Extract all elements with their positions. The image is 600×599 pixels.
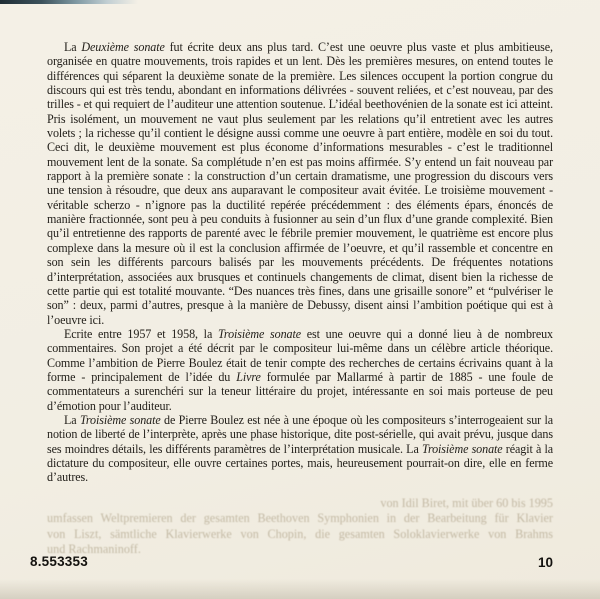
text-run: Ecrite entre 1957 et 1958, la xyxy=(64,326,218,341)
paragraph xyxy=(47,413,553,485)
bleed-through-line: und Rachmaninoff. xyxy=(47,541,141,556)
text-run: est une oeuvre qui a donné lieu à de nombreux commentaires. Son projet a été décrit par le compositeur lui-même dans un célèbre article théorique. Comme l’ambition de Pierre Boulez était de tenir compte des recherches de certains écrivains quant à la forme - principalement de l’idée du xyxy=(47,326,553,384)
text-run: fut écrite deux ans plus tard. C’est une oeuvre plus vaste et plus ambitieuse, organisée en quatre mouvements, trois rapides et un lent. Dès les premières mesures, on entend toutes le différences qui séparent la deuxième sonate de la première. Les silences occupent la portion congrue du discours qui est très tendu, abondant en informations délivrées - souvent reliées, et c’est nouveau, par des trilles - et qui requiert de l’auditeur une attention soutenue. L’idéal beethovénien de la sonate est ici atteint. Pris isolément, un mouvement ne vaut plus seulement par les relations qu’il entretient avec les autres volets ; la richesse qu’il contient le désigne aussi comme une oeuvre à part entière, modèle en soi du tout. Ceci dit, le deuxième mouvement est plus économe d’informations mesurables - c’est le traditionnel mouvement lent de la sonate. Sa complétude n’en est pas moins affirmée. S’y entend un fait nouveau par rapport à la première sonate : la construction d’un certain dramatisme, une progression du discours vers une tension à résoudre, que deux ans auparavant le compositeur avait évitée. Le troisième mouvement - véritable scherzo - n’ignore pas la ductilité repérée précédemment : des éléments épars, énoncés de manière fractionnée, sont peu à peu conduits à fusionner au sein d’un flux d’une grande complexité. Bien qu’il entretienne des rapports de parenté avec le fébrile premier mouvement, le quatrième est encore plus complexe dans la mesure où il est la conclusion affirmée de l’oeuvre, et qu’il rassemble et concentre en son sein les différents parcours balisés par les mouvements précédents. De fréquentes notations d’interprétation, associées aux brusques et continuels changements de climat, disent bien la richesse de cette partie qui est totalité mouvante. “Des nuances très fines, dans une grisaille sonore” et “pulvériser le son” : deux, parmi d’autres, presque à la manière de Debussy, disent ainsi l’ambition poétique qui est à l’oeuvre ici. xyxy=(47,40,553,327)
paragraph xyxy=(47,40,553,327)
text-run: La xyxy=(64,412,80,427)
body-text xyxy=(47,40,553,485)
catalog-number: 8.553353 xyxy=(30,554,88,569)
italic-text-run: Troisième sonate xyxy=(79,412,161,427)
paragraph xyxy=(47,327,553,413)
text-run: formulée par Mallarmé à partir de 1885 - une foule de commentateurs a surenchéri sur la teneur littéraire du projet, intéressante en soi mais porteuse de peu d’émotion pour l’auditeur. xyxy=(47,369,553,413)
bleed-through-line: umfassen Weltpremieren der gesamten Beethoven Symphonien in der Bearbeitung für Klavier xyxy=(47,511,553,526)
bleed-through-line: von Idil Biret, mit über 60 bis 1995 xyxy=(380,496,553,510)
italic-text-run: Livre xyxy=(236,369,261,384)
bleed-through-line: von Liszt, sämtliche Klavierwerke von Chopin, die gesamten Soloklavierwerke von Brahms xyxy=(47,526,553,541)
scan-shadow xyxy=(0,579,600,599)
bleed-through-text xyxy=(47,496,553,557)
page-number: 10 xyxy=(537,555,553,570)
italic-text-run: Troisième sonate xyxy=(217,326,302,341)
scan-edge-artifact xyxy=(0,0,138,4)
text-run: réagit à la dictature du compositeur, elle ouvre certaines portes, mais, heureusement pourrait-on dire, elle en ferme d’autres. xyxy=(47,441,554,485)
italic-text-run: Deuxième sonate xyxy=(81,40,165,54)
italic-text-run: Troisième sonate xyxy=(421,441,503,456)
text-run: de Pierre Boulez est née à une époque où les compositeurs s’interrogeaient sur la notion de liberté de l’interprète, après une phase historique, dite post-sérielle, qui avait prévu, jusque dans ses moindres détails, les différents paramètres de l’interprétation musicale. La xyxy=(47,412,554,456)
text-run: La xyxy=(64,40,82,54)
